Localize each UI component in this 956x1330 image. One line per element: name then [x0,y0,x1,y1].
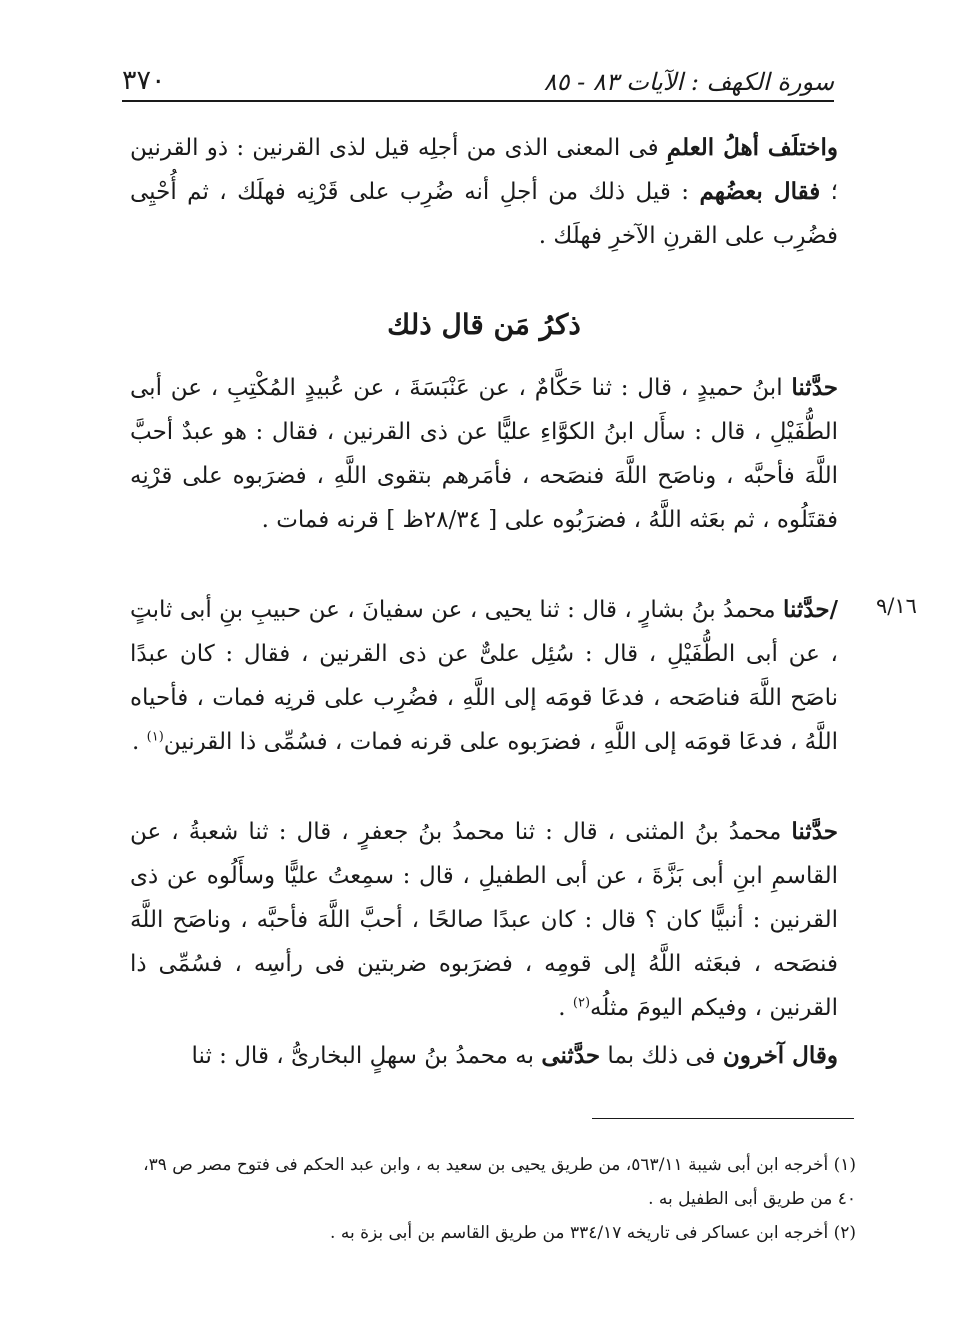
running-title: سورة الكهف : الآيات ٨٣ - ٨٥ [543,68,834,96]
paragraph-end: . [558,995,573,1021]
paragraph-text: ابنُ حميدٍ ، قال : ثنا حَكَّامٌ ، عن عَنْبَسَةَ ، عن عُبيدٍ المُكْتِبِ ، عن أبى الطُّفَيْلِ ، قال : سأَل ابنُ الكوَّاءِ عليًّا عن ذى القرنين ، فقال : هو عبدٌ أحبَّ اللَّهَ فأحبَّه ، وناصَح اللَّهَ فنصَحه ، فأمَرهم بتقوى اللَّهِ ، فضرَبوه على قرْنِه فقتَلُوه ، ثم بعَثه اللَّهُ ، فضرَبُوه على [ ٢٨/٣٤ظ ] قرنه فمات . [130,375,838,533]
margin-reference: ٩/١٦ [876,594,917,618]
lead-phrase: حدَّثنى [541,1042,601,1069]
section-title: ذكرُ مَن قال ذلك [387,308,581,341]
header-rule [122,100,834,102]
paragraph-narration-2 [130,588,838,764]
footnote-rule [592,1118,854,1119]
paragraph-text: : قيل ذلك من أجلِ أنه ضُرِب على قَرْنِه فهلَك ، ثم أُحْيِى فضُرِب على القرنِ الآخرِ فهلَك . [130,179,838,249]
lead-phrase: حدَّثنا [791,818,838,845]
paragraph-text: محمدُ بنُ بشارٍ ، قال : ثنا يحيى ، عن سفيانَ ، عن حبيبِ بنِ أبى ثابتٍ ، عن أبى الطُّفَيْلِ ، قال : سُئِل علىٌّ عن ذى القرنين ، فقال : كان عبدًا ناصَح اللَّهَ فناصَحه ، فدعَا قومَه إلى اللَّهِ ، فضُرِب على قرنِه فمات ، فأحياه اللَّهُ ، فدعَا قومَه إلى اللَّهِ ، فضرَبوه على قرنه فمات ، فسُمِّى ذا القرنين [130,597,838,755]
lead-phrase: وقال آخرون [722,1042,838,1069]
lead-phrase: فقال بعضُهم [699,178,821,205]
paragraph-text: فى ذلك بما [600,1043,723,1069]
paragraph-text: فى المعنى الذى من أجلِه قيل لذى القرنين : ذو القرنين ؛ [130,135,838,205]
footnotes [130,1148,856,1250]
paragraph-text: محمدُ بنُ المثنى ، قال : ثنا محمدُ بنُ جعفرٍ ، قال : ثنا شعبةُ ، عن القاسمِ ابنِ أبى بَزَّةَ ، عن أبى الطفيلِ ، قال : سمِعتُ عليًّا وسأَلُوه عن ذى القرنين : أنبيًّا كان ؟ قال : كان عبدًا صالحًا ، أحبَّ اللَّهَ فأحبَّه ، وناصَح اللَّهَ فنصَحه ، فبعَثه اللَّهُ إلى قومِه ، فضرَبوه ضربتين فى رأسِه ، فسُمِّى ذا القرنين ، وفيكم اليومَ مثلُه [130,819,838,1021]
page-header [122,40,834,96]
footnote-2: (٢) أخرجه ابن عساكر فى تاريخه ٣٣٤/١٧ من طريق القاسم بن أبى بزة به . [330,1223,856,1243]
footnote-ref: (١) [146,729,164,745]
page-number: ٣٧٠ [122,65,166,96]
paragraph-others [130,1034,838,1078]
paragraph-narration-1 [130,366,838,542]
footnote-ref: (٢) [572,995,591,1011]
paragraph-intro [130,126,838,258]
footnote-1: (١) أخرجه ابن أبى شيبة ٥٦٣/١١، من طريق يحيى بن سعيد به ، وابن عبد الحكم فى فتوح مصر ص ٣٩، ٤٠ من طريق أبى الطفيل به . [143,1155,856,1209]
paragraph-text: به محمدُ بنُ سهلٍ البخارىُّ ، قال : ثنا [191,1043,542,1069]
lead-phrase: /حدَّثنا [782,596,838,623]
lead-phrase: حدَّثنا [791,374,838,401]
paragraph-end: . [132,729,147,755]
lead-phrase: واختلَف أهلُ العلمِ [666,134,838,161]
paragraph-narration-3 [130,810,838,1030]
